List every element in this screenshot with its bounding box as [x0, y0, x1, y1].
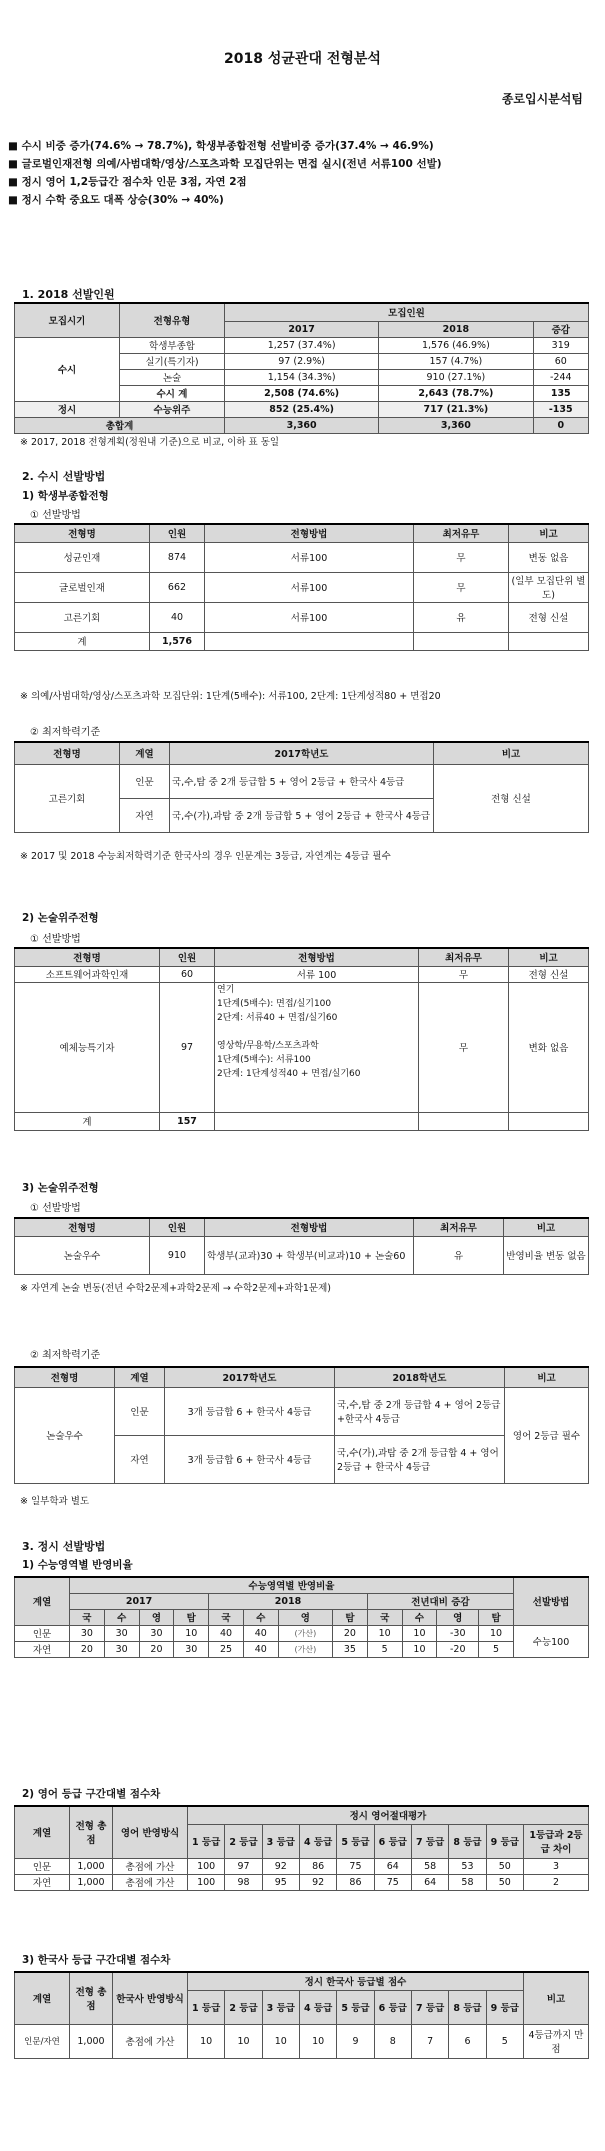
table-cell: 10 [479, 1625, 514, 1641]
table-cell: 135 [533, 385, 589, 401]
table-cell: 40 [209, 1625, 244, 1641]
table-cell: 선발방법 [514, 1577, 589, 1625]
table-cell: 탐 [333, 1609, 368, 1625]
table-cell: 인문/자연 [15, 2024, 70, 2058]
table-cell: 1,576 [150, 632, 205, 650]
table-cell: 86 [337, 1874, 374, 1890]
table-cell: 전형 신설 [434, 764, 589, 832]
table-cell: 30 [174, 1641, 209, 1657]
table-cell: 910 (27.1%) [379, 369, 533, 385]
table-cell: 총합계 [15, 417, 225, 433]
table-cell: 논술우수 [15, 1387, 115, 1483]
table-cell: 2017학년도 [165, 1367, 335, 1387]
table-cell: 수시 [15, 337, 120, 401]
table-cell: 전형 총점 [70, 1806, 113, 1858]
subsection-label: ② 최저학력기준 [30, 1350, 101, 1361]
subsection-heading: 1) 수능영역별 반영비율 [22, 1559, 133, 1571]
table-cell: 50 [486, 1874, 523, 1890]
table-cell: 수능영역별 반영비율 [70, 1577, 514, 1593]
table-cell: 2018학년도 [335, 1367, 505, 1387]
table-cell: 10 [402, 1625, 437, 1641]
table-cell: 20 [333, 1625, 368, 1641]
table-cell: 60 [160, 966, 215, 982]
subsection-heading: 2) 논술위주전형 [22, 912, 99, 924]
table-cell: 영어 2등급 필수 [505, 1387, 589, 1483]
table-cell: (일부 모집단위 별도) [509, 572, 589, 602]
table-cell: 서류100 [205, 572, 414, 602]
note: ※ 일부학과 별도 [20, 1496, 90, 1507]
table-cell: 계 [15, 632, 150, 650]
table-cell: (가산) [278, 1641, 332, 1657]
table-cell [509, 632, 589, 650]
table-cell: 2018 [209, 1593, 368, 1609]
table-cell: 서류100 [205, 602, 414, 632]
table-cell: 157 [160, 1112, 215, 1130]
table-cell: 2 등급 [225, 1990, 262, 2024]
table-cell: 64 [374, 1858, 411, 1874]
table-cell: 소프트웨어과학인재 [15, 966, 160, 982]
table-cell: 97 (2.9%) [225, 353, 379, 369]
subsection-label: ① 선발방법 [30, 934, 81, 945]
table-cell: 4 등급 [299, 1824, 336, 1858]
table-cell: 8 등급 [449, 1990, 486, 2024]
table-cell: 2,508 (74.6%) [225, 385, 379, 401]
table-cell: 7 등급 [411, 1990, 448, 2024]
table-cell [419, 1112, 509, 1130]
section-heading: 1. 2018 선발인원 [22, 288, 115, 301]
note: ※ 자연계 논술 변동(전년 수학2문제+과학2문제 → 수학2문제+과학1문제) [20, 1283, 331, 1294]
table-cell: 5 [479, 1641, 514, 1657]
table-cell: 40 [150, 602, 205, 632]
table-cell: 전형방법 [215, 948, 419, 966]
table-cell: 수능100 [514, 1625, 589, 1657]
table-cell: 최저유무 [414, 524, 509, 542]
subsection-label: ① 선발방법 [30, 510, 81, 521]
subsection-heading: 1) 학생부종합전형 [22, 490, 109, 502]
table-cell [414, 632, 509, 650]
table-cell: 3,360 [225, 417, 379, 433]
table-cell: 성균인재 [15, 542, 150, 572]
table-cell: 자연 [15, 1641, 70, 1657]
table-cell: 수 [104, 1609, 139, 1625]
table-cell: 3개 등급합 6 + 한국사 4등급 [165, 1387, 335, 1435]
table-cell: 58 [411, 1858, 448, 1874]
table-cell: 무 [419, 966, 509, 982]
table-cell: 서류100 [205, 542, 414, 572]
table-cell: 75 [337, 1858, 374, 1874]
bullet: ■ 정시 영어 1,2등급간 점수차 인문 3점, 자연 2점 [8, 173, 597, 191]
table-cell: 95 [262, 1874, 299, 1890]
table-cell: 국 [209, 1609, 244, 1625]
table-cell: 874 [150, 542, 205, 572]
table-cell: 98 [225, 1874, 262, 1890]
table-cell: 2017 [225, 321, 379, 337]
table-cell: 92 [262, 1858, 299, 1874]
table-cell: 전형명 [15, 1218, 150, 1236]
table-cell [215, 1112, 419, 1130]
table-cell: 한국사 반영방식 [113, 1972, 188, 2024]
table-cell: 2 등급 [225, 1824, 262, 1858]
table-cell: 계 [15, 1112, 160, 1130]
table-cell: 1,000 [70, 2024, 113, 2058]
table-cell: 전형명 [15, 948, 160, 966]
table-cell: 157 (4.7%) [379, 353, 533, 369]
table-cell: 인문 [15, 1625, 70, 1641]
table-english [14, 1805, 589, 1891]
table-cell: 3 등급 [262, 1824, 299, 1858]
table-cell: 학생부종합 [120, 337, 225, 353]
table-cell: 662 [150, 572, 205, 602]
table-cell: 30 [139, 1625, 174, 1641]
table-cell: 유 [414, 1236, 504, 1274]
table-selection-count [14, 302, 589, 434]
table-cell: 전년대비 증감 [367, 1593, 513, 1609]
table-cell: 2 [524, 1874, 589, 1890]
table-cell: 인문 [115, 1387, 165, 1435]
table-cell: 8 등급 [449, 1824, 486, 1858]
table-cell: 0 [533, 417, 589, 433]
table-cell: 인원 [160, 948, 215, 966]
table-cell: 6 [449, 2024, 486, 2058]
table-cell: 9 등급 [486, 1824, 523, 1858]
table-min-criteria [14, 741, 589, 833]
table-cell: 서류 100 [215, 966, 419, 982]
table-cell: 수 [243, 1609, 278, 1625]
table-cell: 1,154 (34.3%) [225, 369, 379, 385]
note: ※ 의예/사범대학/영상/스포츠과학 모집단위: 1단계(5배수): 서류100, 2단계: 1단계성적80 + 면접20 [20, 691, 441, 702]
table-cell: 3개 등급합 6 + 한국사 4등급 [165, 1435, 335, 1483]
table-cell: 자연 [15, 1874, 70, 1890]
table-cell: 비고 [524, 1972, 589, 2024]
table-cell: 정시 한국사 등급별 점수 [188, 1972, 524, 1990]
table-cell: 실기(특기자) [120, 353, 225, 369]
table-cell: 국,수,탐 중 2개 등급합 5 + 영어 2등급 + 한국사 4등급 [170, 764, 434, 798]
table-cell: 계열 [115, 1367, 165, 1387]
table-cell: 717 (21.3%) [379, 401, 533, 417]
table-cell: 1,000 [70, 1874, 113, 1890]
table-cell: 4등급까지 만점 [524, 2024, 589, 2058]
table-cell: -135 [533, 401, 589, 417]
subsection-label: ② 최저학력기준 [30, 727, 101, 738]
bullet: ■ 정시 수학 중요도 대폭 상승(30% → 40%) [8, 191, 597, 209]
table-cell: 정시 영어절대평가 [188, 1806, 589, 1824]
table-cell: 10 [402, 1641, 437, 1657]
table-cell: 모집시기 [15, 303, 120, 337]
table-regular-ratio [14, 1576, 589, 1658]
table-cell: 100 [188, 1874, 225, 1890]
table-cell: -30 [437, 1625, 479, 1641]
table-cell: 인문 [15, 1858, 70, 1874]
table-cell: 50 [486, 1858, 523, 1874]
table-cell: 전형 총점 [70, 1972, 113, 2024]
table-cell: 92 [299, 1874, 336, 1890]
table-cell: 40 [243, 1625, 278, 1641]
table-cell: 계열 [15, 1972, 70, 2024]
table-cell [205, 632, 414, 650]
summary-bullets [8, 137, 597, 209]
table-cell: 무 [414, 542, 509, 572]
subsection-heading: 3) 논술위주전형 [22, 1182, 99, 1194]
table-cell: 1 등급 [188, 1990, 225, 2024]
table-cell: -244 [533, 369, 589, 385]
table-cell: 10 [299, 2024, 336, 2058]
note: ※ 2017, 2018 전형계획(정원내 기준)으로 비교, 이하 표 동일 [20, 437, 280, 448]
table-cell: 1 등급 [188, 1824, 225, 1858]
table-cell: 전형 신설 [509, 602, 589, 632]
table-cell: 전형명 [15, 524, 150, 542]
table-cell: 국 [70, 1609, 105, 1625]
table-cell: 자연 [120, 798, 170, 832]
bullet: ■ 수시 비중 증가(74.6% → 78.7%), 학생부종합전형 선발비중 증가(37.4% → 46.9%) [8, 137, 597, 155]
table-cell: 모집인원 [225, 303, 589, 321]
table-cell: 비고 [505, 1367, 589, 1387]
note: ※ 2017 및 2018 수능최저학력기준 한국사의 경우 인문계는 3등급, 자연계는 4등급 필수 [20, 851, 391, 862]
table-korean-history [14, 1971, 589, 2059]
table-cell: 계열 [15, 1577, 70, 1625]
table-cell: 최저유무 [419, 948, 509, 966]
table-cell: 2018 [379, 321, 533, 337]
table-cell: 30 [104, 1641, 139, 1657]
table-cell: 2017 [70, 1593, 209, 1609]
bullet: ■ 글로벌인재전형 의예/사범대학/영상/스포츠과학 모집단위는 면접 실시(전년 서류100 선발) [8, 155, 597, 173]
table-cell: 30 [70, 1625, 105, 1641]
table-cell: 35 [333, 1641, 368, 1657]
table-cell: 10 [262, 2024, 299, 2058]
table-cell: 1,000 [70, 1858, 113, 1874]
table-cell: 전형 신설 [509, 966, 589, 982]
table-cell: 고른기회 [15, 764, 120, 832]
table-cell: 무 [419, 982, 509, 1112]
table-cell: 비고 [509, 948, 589, 966]
table-cell: (가산) [278, 1625, 332, 1641]
table-cell: -20 [437, 1641, 479, 1657]
table-essay [14, 1217, 589, 1275]
table-cell: 총점에 가산 [113, 2024, 188, 2058]
table-cell: 6 등급 [374, 1990, 411, 2024]
table-cell: 국,수,탐 중 2개 등급합 4 + 영어 2등급 +한국사 4등급 [335, 1387, 505, 1435]
table-cell: 영 [139, 1609, 174, 1625]
table-cell: 9 등급 [486, 1990, 523, 2024]
table-cell: 변동 없음 [509, 542, 589, 572]
table-cell: 반영비율 변동 없음 [504, 1236, 589, 1274]
table-cell [509, 1112, 589, 1130]
table-cell: 1,576 (46.9%) [379, 337, 533, 353]
table-cell: 10 [367, 1625, 402, 1641]
table-cell: 25 [209, 1641, 244, 1657]
table-cell: 인원 [150, 1218, 205, 1236]
table-cell: 정시 [15, 401, 120, 417]
table-cell: 수능위주 [120, 401, 225, 417]
table-comprehensive [14, 523, 589, 651]
table-cell: 319 [533, 337, 589, 353]
table-cell: 국,수(가),과탐 중 2개 등급합 4 + 영어 2등급 + 한국사 4등급 [335, 1435, 505, 1483]
table-cell: 국 [367, 1609, 402, 1625]
table-cell: 증감 [533, 321, 589, 337]
table-cell: 3 등급 [262, 1990, 299, 2024]
table-cell: 1등급과 2등급 차이 [524, 1824, 589, 1858]
table-cell: 비고 [509, 524, 589, 542]
table-cell: 인원 [150, 524, 205, 542]
table-cell: 75 [374, 1874, 411, 1890]
table-cell: 20 [139, 1641, 174, 1657]
table-cell: 변화 없음 [509, 982, 589, 1112]
table-cell: 전형유형 [120, 303, 225, 337]
table-cell: 1,257 (37.4%) [225, 337, 379, 353]
table-cell: 수 [402, 1609, 437, 1625]
table-cell: 탐 [174, 1609, 209, 1625]
table-cell: 6 등급 [374, 1824, 411, 1858]
table-cell: 5 [367, 1641, 402, 1657]
table-cell: 30 [104, 1625, 139, 1641]
table-cell: 탐 [479, 1609, 514, 1625]
table-cell: 5 등급 [337, 1824, 374, 1858]
table-cell: 3 [524, 1858, 589, 1874]
table-cell: 논술우수 [15, 1236, 150, 1274]
table-cell: 고른기회 [15, 602, 150, 632]
table-cell: 910 [150, 1236, 205, 1274]
table-cell: 연기 1단계(5배수): 면접/실기100 2단계: 서류40 + 면접/실기60 영상학/무용학/스포츠과학 1단계(5배수): 서류100 2단계: 1단계성적40 + 면접/실기60 [215, 982, 419, 1112]
document-page [8, 48, 597, 2055]
table-cell: 유 [414, 602, 509, 632]
table-cell: 53 [449, 1858, 486, 1874]
table-cell: 글로벌인재 [15, 572, 150, 602]
table-practical [14, 947, 589, 1131]
table-cell: 영 [278, 1609, 332, 1625]
table-cell: 852 (25.4%) [225, 401, 379, 417]
table-cell: 5 등급 [337, 1990, 374, 2024]
table-cell: 10 [225, 2024, 262, 2058]
table-cell: 논술 [120, 369, 225, 385]
table-cell: 86 [299, 1858, 336, 1874]
table-cell: 무 [414, 572, 509, 602]
table-cell: 최저유무 [414, 1218, 504, 1236]
table-cell: 학생부(교과)30 + 학생부(비교과)10 + 논술60 [205, 1236, 414, 1274]
table-cell: 영어 반영방식 [113, 1806, 188, 1858]
table-cell: 총점에 가산 [113, 1874, 188, 1890]
table-cell: 전형방법 [205, 524, 414, 542]
table-essay-criteria [14, 1366, 589, 1484]
table-cell: 20 [70, 1641, 105, 1657]
table-cell: 3,360 [379, 417, 533, 433]
subsection-label: ① 선발방법 [30, 1203, 81, 1214]
table-cell: 전형방법 [205, 1218, 414, 1236]
table-cell: 10 [188, 2024, 225, 2058]
table-cell: 97 [225, 1858, 262, 1874]
table-cell: 계열 [15, 1806, 70, 1858]
table-cell: 총점에 가산 [113, 1858, 188, 1874]
table-cell: 97 [160, 982, 215, 1112]
table-cell: 9 [337, 2024, 374, 2058]
table-cell: 영 [437, 1609, 479, 1625]
table-cell: 5 [486, 2024, 523, 2058]
author: 종로입시분석팀 [501, 92, 583, 106]
subsection-heading: 3) 한국사 등급 구간대별 점수차 [22, 1954, 171, 1966]
table-cell: 7 [411, 2024, 448, 2058]
table-cell: 10 [174, 1625, 209, 1641]
table-cell: 2,643 (78.7%) [379, 385, 533, 401]
table-cell: 전형명 [15, 1367, 115, 1387]
table-cell: 2017학년도 [170, 742, 434, 764]
page-title: 2018 성균관대 전형분석 [224, 51, 381, 67]
table-cell: 국,수(가),과탐 중 2개 등급합 5 + 영어 2등급 + 한국사 4등급 [170, 798, 434, 832]
table-cell: 자연 [115, 1435, 165, 1483]
section-heading: 2. 수시 선발방법 [22, 470, 106, 483]
table-cell: 전형명 [15, 742, 120, 764]
table-cell: 4 등급 [299, 1990, 336, 2024]
table-cell: 계열 [120, 742, 170, 764]
table-cell: 비고 [504, 1218, 589, 1236]
table-cell: 예체능특기자 [15, 982, 160, 1112]
table-cell: 64 [411, 1874, 448, 1890]
table-cell: 인문 [120, 764, 170, 798]
table-cell: 60 [533, 353, 589, 369]
table-cell: 7 등급 [411, 1824, 448, 1858]
table-cell: 수시 계 [120, 385, 225, 401]
table-cell: 8 [374, 2024, 411, 2058]
table-cell: 비고 [434, 742, 589, 764]
subsection-heading: 2) 영어 등급 구간대별 점수차 [22, 1788, 161, 1800]
table-cell: 58 [449, 1874, 486, 1890]
table-cell: 40 [243, 1641, 278, 1657]
table-cell: 100 [188, 1858, 225, 1874]
section-heading: 3. 정시 선발방법 [22, 1540, 106, 1553]
